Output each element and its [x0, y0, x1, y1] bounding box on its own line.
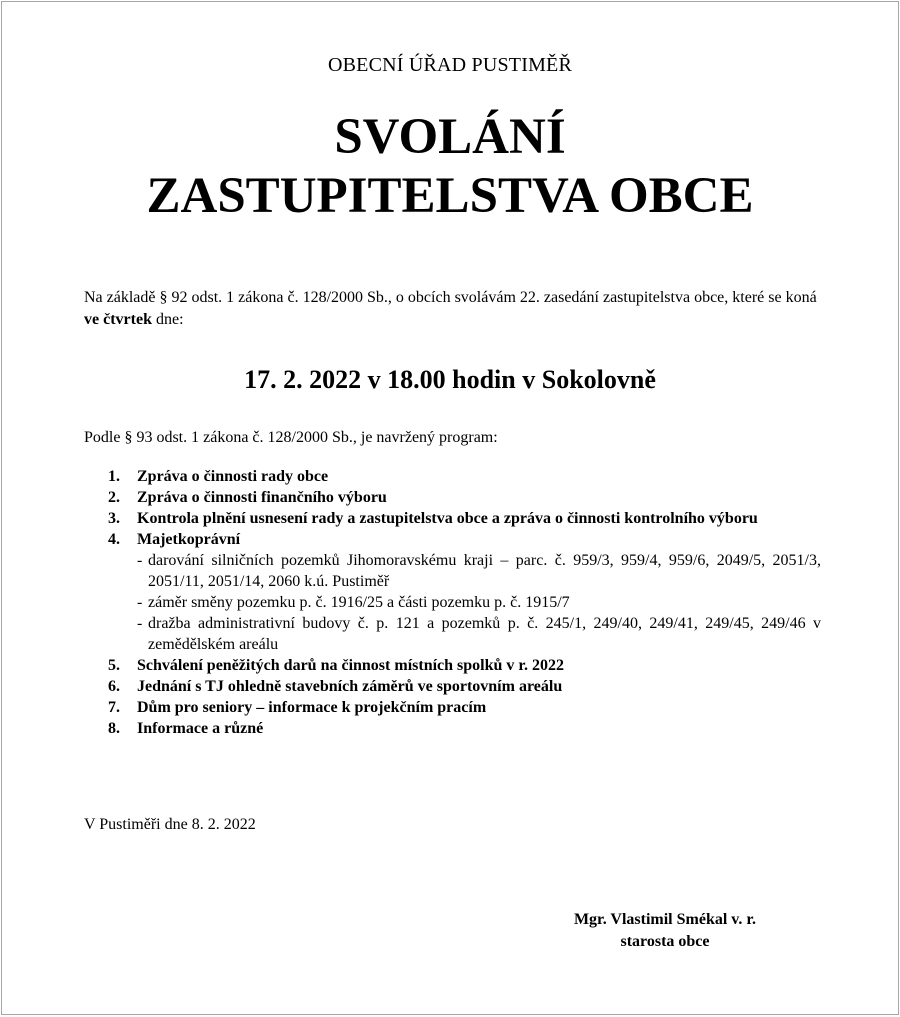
dash-bullet: - — [137, 552, 143, 569]
document-page — [1, 1, 899, 1015]
program-item — [108, 697, 821, 718]
dash-bullet: - — [137, 594, 143, 611]
program-item — [108, 466, 821, 487]
program-item-label: Dům pro seniory – informace k projekčním pracím — [137, 699, 487, 716]
program-item-label: Jednání s TJ ohledně stavebních záměrů ve sportovním areálu — [137, 678, 563, 695]
program-item-number: 3. — [108, 510, 120, 527]
document-title — [2, 108, 898, 226]
program-intro: Podle § 93 odst. 1 zákona č. 128/2000 Sb., je navržený program: — [84, 429, 498, 446]
program-item-number: 1. — [108, 468, 120, 485]
program-item-number: 7. — [108, 699, 120, 716]
program-item-label: Majetkoprávní — [137, 531, 241, 548]
program-item — [108, 529, 821, 655]
program-item — [108, 718, 821, 739]
program-subitem — [137, 613, 821, 655]
program-item-number: 5. — [108, 657, 120, 674]
intro-weekday: ve čtvrtek — [84, 311, 152, 328]
program-subitem-text: záměr směny pozemku p. č. 1916/25 a části pozemku p. č. 1915/7 — [148, 594, 570, 611]
program-item-label: Schválení peněžitých darů na činnost místních spolků v r. 2022 — [137, 657, 565, 674]
program-subitem-text: dražba administrativní budovy č. p. 121 a pozemků p. č. 245/1, 249/40, 249/41, 249/45, 249/46 v zemědělském areálu — [148, 615, 821, 653]
program-subitem — [137, 592, 821, 613]
program-item-label: Zpráva o činnosti rady obce — [137, 468, 329, 485]
program-item — [108, 487, 821, 508]
title-line-2: ZASTUPITELSTVA OBCE — [146, 168, 754, 224]
program-item-label: Informace a různé — [137, 720, 264, 737]
program-item-number: 8. — [108, 720, 120, 737]
title-line-1: SVOLÁNÍ — [334, 109, 566, 165]
program-item-label: Zpráva o činnosti finančního výboru — [137, 489, 387, 506]
program-subitem — [137, 550, 821, 592]
signature-block — [529, 909, 801, 953]
signatory-name: Mgr. Vlastimil Smékal v. r. — [573, 911, 757, 928]
program-item-number: 2. — [108, 489, 120, 506]
program-item — [108, 655, 821, 676]
intro-paragraph — [84, 287, 824, 331]
program-item-label: Kontrola plnění usnesení rady a zastupitelstva obce a zpráva o činnosti kontrolního výboru — [137, 510, 758, 527]
place-and-date: V Pustiměři dne 8. 2. 2022 — [84, 816, 256, 833]
program-item-number: 6. — [108, 678, 120, 695]
program-subitem-text: darování silničních pozemků Jihomoravskému kraji – parc. č. 959/3, 959/4, 959/6, 2049/5, 2051/3, 2051/11, 2051/14, 2060 k.ú. Pustiměř — [148, 552, 821, 590]
signatory-role: starosta obce — [620, 933, 710, 950]
program-subitem-list — [137, 550, 821, 655]
dash-bullet: - — [137, 615, 143, 632]
program-item — [108, 676, 821, 697]
program-list — [108, 466, 821, 739]
meeting-date-place: 17. 2. 2022 v 18.00 hodin v Sokolovně — [244, 365, 656, 394]
issuing-authority: OBECNÍ ÚŘAD PUSTIMĚŘ — [327, 54, 573, 76]
program-item-number: 4. — [108, 531, 120, 548]
intro-text-start: Na základě § 92 odst. 1 zákona č. 128/2000 Sb., o obcích svolávám 22. zasedání zastupitelstva obce, které se koná — [84, 289, 817, 306]
program-item — [108, 508, 821, 529]
intro-text-end: dne: — [151, 311, 184, 328]
